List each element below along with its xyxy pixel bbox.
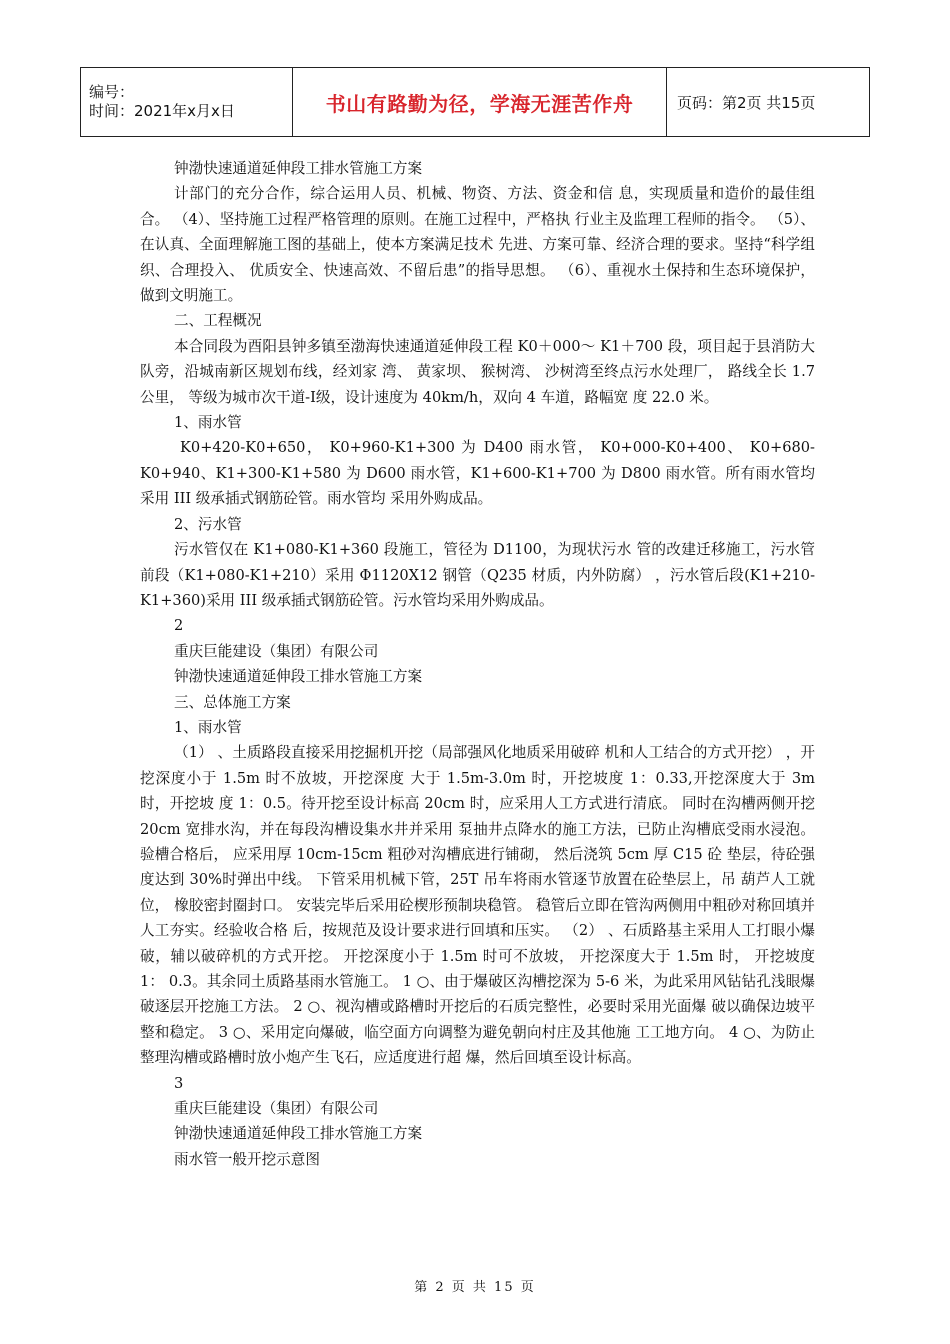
subsection-heading: 2、污水管 [174, 515, 242, 533]
document-number-label: 编号： [89, 83, 135, 101]
inline-page-number: 2 [174, 617, 184, 635]
company-name: 重庆巨能建设（集团）有限公司 [174, 642, 379, 660]
header-page-label: 页码：第2页 共15页 [667, 68, 870, 137]
subsection-heading: 1、雨水管 [174, 718, 242, 736]
body-paragraph: K0+420-K0+650， K0+960-K1+300 为 D400 雨水管， K0+000-K0+400、 K0+680-K0+940、K1+300-K1+580 为 D600 雨水管，K1+600-K1+700 为 D800 雨水管。所有雨水管均采用 III 级承插式钢筋砼管。雨水管均 采用外购成品。 [140, 439, 815, 508]
header-meta [81, 68, 293, 137]
body-paragraph: 本合同段为酉阳县钟多镇至渤海快速通道延伸段工程 K0＋000～ K1＋700 段，项目起于县消防大队旁，沿城南新区规划布线，经刘家 湾、 黄家坝、 猴树湾、 沙树湾至终点污水处理厂， 路线全长 1.7 公里， 等级为城市次干道-Ⅰ级，设计速度为 40km/h，双向 4 车道，路幅宽 度 22.0 米。 [140, 337, 815, 406]
inline-page-number: 3 [174, 1074, 184, 1092]
subsection-heading: 1、雨水管 [174, 414, 242, 432]
running-title: 钟渤快速通道延伸段工排水管施工方案 [174, 668, 423, 686]
section-heading: 二、工程概况 [174, 312, 262, 330]
section-heading: 三、总体施工方案 [174, 693, 291, 711]
company-name: 重庆巨能建设（集团）有限公司 [174, 1100, 379, 1118]
document-body [140, 156, 815, 1172]
body-paragraph: 污水管仅在 K1+080-K1+360 段施工，管径为 D1100，为现状污水 管的改建迁移施工，污水管前段（K1+080-K1+210）采用 Φ1120X12 钢管（Q235 材质，内外防腐） ，污水管后段(K1+210-K1+360)采用 III 级承插式钢筋砼管。污水管均采用外购成品。 [140, 541, 815, 609]
page-footer: 第 2 页 共 15 页 [414, 1280, 536, 1295]
header-motto: 书山有路勤为径，学海无涯苦作舟 [293, 68, 667, 137]
running-title: 钟渤快速通道延伸段工排水管施工方案 [174, 1125, 423, 1143]
page-header [80, 67, 870, 137]
body-paragraph: （1） 、土质路段直接采用挖掘机开挖（局部强风化地质采用破碎 机和人工结合的方式开挖） ，开挖深度小于 1.5m 时不放坡，开挖深度 大于 1.5m-3.0m 时，开挖坡度 1：0.33,开挖深度大于 3m 时，开挖坡 度 1：0.5。待开挖至设计标高 20cm 时，应采用人工方式进行清底。 同时在沟槽两侧开挖 20cm 宽排水沟，并在每段沟槽设集水井并采用 泵抽井点降水的施工方法，已防止沟槽底受雨水浸泡。验槽合格后， 应采用厚 10cm-15cm 粗砂对沟槽底进行铺砌， 然后浇筑 5cm 厚 C15 砼 垫层，待砼强度达到 30%时弹出中线。 下管采用机械下管，25T 吊车将雨水管逐节放置在砼垫层上，吊 葫芦人工就位， 橡胶密封圈封口。 安装完毕后采用砼楔形预制块稳管。 稳管后立即在管沟两侧用中粗砂对称回填并人工夯实。经验收合格 后，按规范及设计要求进行回填和压实。 （2） 、石质路基主采用人工打眼小爆破，辅以破碎机的方式开挖。 开挖深度小于 1.5m 时可不放坡， 开挖深度大于 1.5m 时， 开挖坡度 1： 0.3。其余同土质路基雨水管施工。 1 ○、由于爆破区沟槽挖深为 5-6 米，为此采用风钻钻孔浅眼爆 破逐层开挖施工方法。 2 ○、视沟槽或路槽时开挖后的石质完整性，必要时采用光面爆 破以确保边坡平整和稳定。 3 ○、采用定向爆破，临空面方向调整为避免朝向村庄及其他施 工工地方向。 4 ○、为防止整理沟槽或路槽时放小炮产生飞石，应适度进行超 爆，然后回填至设计标高。 [140, 744, 815, 1067]
document-time-label: 时间：2021年x月x日 [89, 102, 235, 120]
running-title: 钟渤快速通道延伸段工排水管施工方案 [174, 160, 423, 177]
body-paragraph: 计部门的充分合作，综合运用人员、机械、物资、方法、资金和信 息，实现质量和造价的最佳组合。 （4）、坚持施工过程严格管理的原则。在施工过程中，严格执 行业主及监理工程师的指令。 （5）、在认真、全面理解施工图的基础上，使本方案满足技术 先进、方案可靠、经济合理的要求。坚持“科学组织、合理投入、 优质安全、快速高效、不留后患”的指导思想。 （6）、重视水土保持和生态环境保护，做到文明施工。 [140, 185, 815, 305]
figure-caption: 雨水管一般开挖示意图 [174, 1150, 320, 1168]
